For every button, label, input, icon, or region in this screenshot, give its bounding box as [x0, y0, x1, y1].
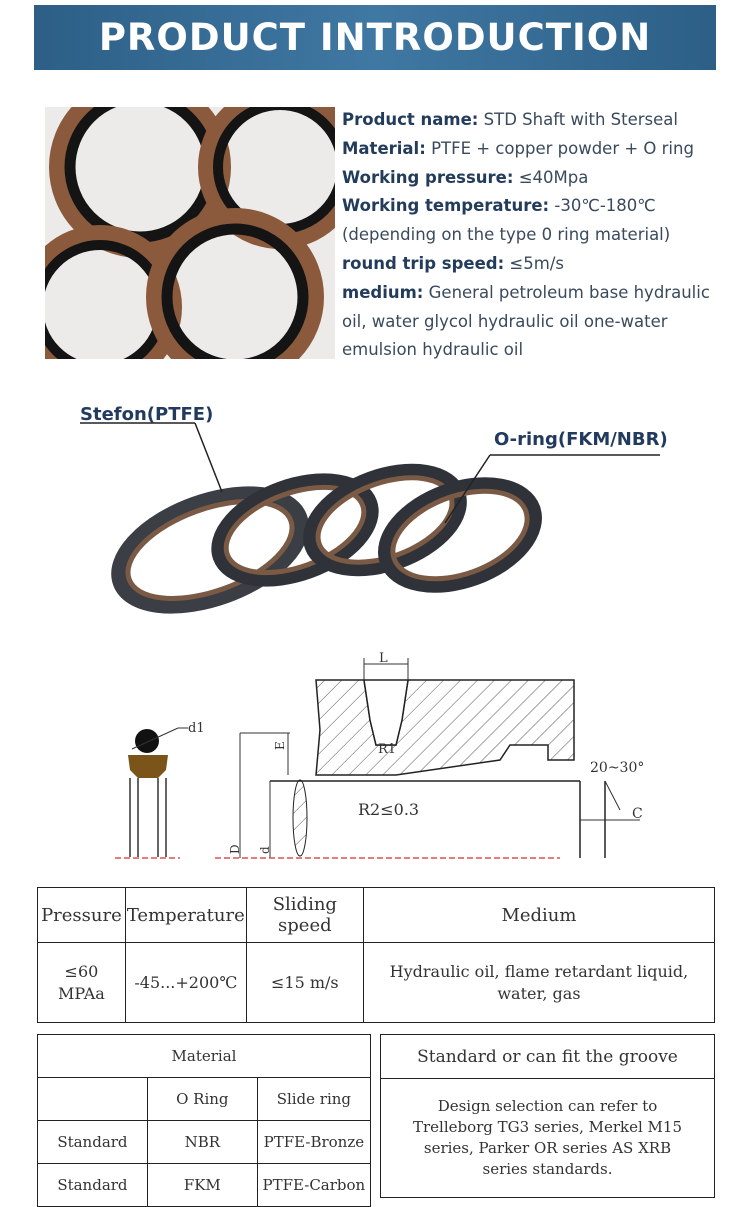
label-d: d	[258, 846, 272, 854]
header-banner	[34, 5, 716, 70]
label-R2: R2≤0.3	[358, 800, 420, 819]
material-table-header-row	[38, 1078, 371, 1121]
material-row2-slide-ring: PTFE-Carbon	[257, 1164, 370, 1207]
spec-table-value-row	[38, 943, 715, 1023]
spec-header-sliding-speed: Sliding speed	[246, 888, 363, 943]
spec-working-temperature: Working temperature: -30℃-180℃ (depending on the type 0 ring material)	[342, 196, 671, 245]
table-row	[38, 1121, 371, 1164]
spec-value-pressure: ≤60 MPAa	[38, 943, 126, 1023]
product-photo	[45, 107, 335, 359]
spec-value-sliding-speed: ≤15 m/s	[246, 943, 363, 1023]
material-header-o-ring: O Ring	[147, 1078, 257, 1121]
spec-table-header-row	[38, 888, 715, 943]
label-C: C	[632, 806, 643, 822]
label-angle: 20~30°	[590, 760, 645, 776]
material-row1-slide-ring: PTFE-Bronze	[257, 1121, 370, 1164]
material-row2-o-ring: FKM	[147, 1164, 257, 1207]
spec-round-trip-speed: round trip speed: ≤5m/s	[342, 253, 564, 273]
table-row	[38, 1164, 371, 1207]
spec-working-pressure: Working pressure: ≤40Mpa	[342, 167, 589, 187]
product-specs	[342, 106, 732, 365]
technical-drawing	[100, 650, 660, 870]
label-R1: R1	[378, 742, 397, 757]
callout-oring: O-ring(FKM/NBR)	[494, 429, 668, 450]
spec-header-temperature: Temperature	[125, 888, 246, 943]
spec-table	[37, 887, 715, 1023]
label-E: E	[273, 741, 287, 750]
housing-section	[215, 658, 640, 858]
spec-value-temperature: -45...+200℃	[125, 943, 246, 1023]
page-title: PRODUCT INTRODUCTION	[98, 16, 652, 59]
material-table	[37, 1034, 371, 1207]
groove-table-body: Design selection can refer to Trelleborg TG3 series, Merkel M15 series, Parker OR series AS XRB series standards.	[381, 1079, 715, 1198]
ring-cross-section	[115, 728, 188, 858]
spec-header-pressure: Pressure	[38, 888, 126, 943]
material-header-slide-ring: Slide ring	[257, 1078, 370, 1121]
spec-product-name: Product name: STD Shaft with Sterseal	[342, 110, 679, 129]
label-d1: d1	[188, 721, 205, 736]
material-row2-grade: Standard	[38, 1164, 148, 1207]
callout-stefon: Stefon(PTFE)	[80, 404, 214, 425]
material-header-blank	[38, 1078, 148, 1121]
label-D: D	[228, 844, 242, 854]
groove-table	[380, 1034, 715, 1198]
material-row1-grade: Standard	[38, 1121, 148, 1164]
material-row1-o-ring: NBR	[147, 1121, 257, 1164]
spec-header-medium: Medium	[363, 888, 714, 943]
material-table-title: Material	[38, 1035, 371, 1078]
spec-value-medium: Hydraulic oil, flame retardant liquid, water, gas	[363, 943, 714, 1023]
spec-medium: medium: General petroleum base hydraulic oil, water glycol hydraulic oil one-water emulsion hydraulic oil	[342, 282, 710, 360]
groove-table-title: Standard or can fit the groove	[381, 1035, 715, 1079]
spec-material: Material: PTFE + copper powder + O ring	[342, 138, 694, 158]
label-L: L	[379, 651, 388, 666]
